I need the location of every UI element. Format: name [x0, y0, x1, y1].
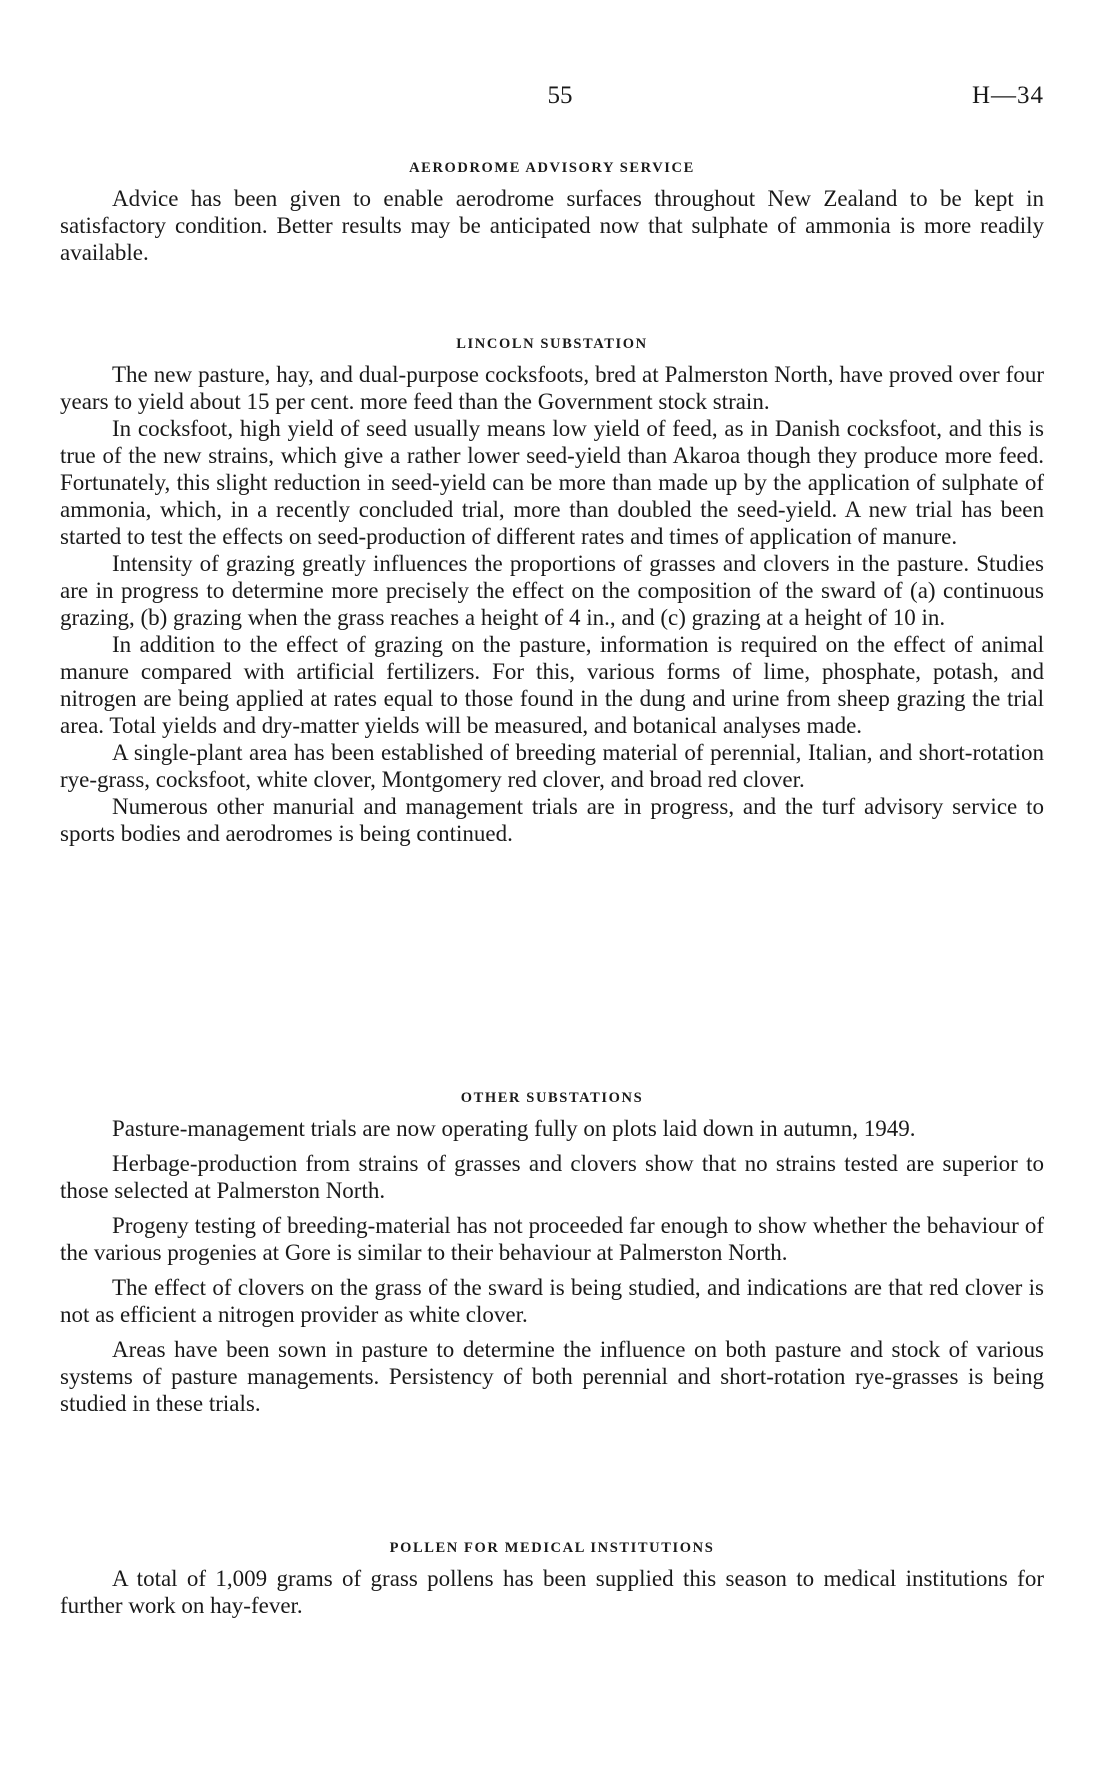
paragraph: In addition to the effect of grazing on the pasture, information is required on the effect of animal manure compared with artificial fertilizers. For this, various forms of lime, phosphate, potash, and nitrogen are being applied at rates equal to those found in the dung and urine from sheep grazing the trial area. Total yields and dry-matter yields will be measured, and botanical analyses made.	[60, 632, 1044, 738]
section-other-substations	[60, 1090, 1044, 1417]
paragraph: Progeny testing of breeding-material has not proceeded far enough to show whether the behaviour of the various progenies at Gore is similar to their behaviour at Palmerston North.	[60, 1213, 1044, 1265]
section-heading: POLLEN FOR MEDICAL INSTITUTIONS	[389, 1540, 715, 1556]
paragraph: The effect of clovers on the grass of the sward is being studied, and indications are that red clover is not as efficient a nitrogen provider as white clover.	[60, 1275, 1044, 1327]
section-heading: OTHER SUBSTATIONS	[460, 1090, 644, 1106]
section-lincoln-substation	[60, 336, 1044, 847]
paragraph: A total of 1,009 grams of grass pollens has been supplied this season to medical institutions for further work on hay-fever.	[60, 1566, 1044, 1618]
paragraph: Advice has been given to enable aerodrome surfaces throughout New Zealand to be kept in satisfactory condition. Better results may be anticipated now that sulphate of ammonia is more readily available.	[60, 186, 1044, 265]
paragraph: The new pasture, hay, and dual-purpose cocksfoots, bred at Palmerston North, have proved over four years to yield about 15 per cent. more feed than the Government stock strain.	[60, 362, 1044, 414]
paragraph: A single-plant area has been established of breeding material of perennial, Italian, and short-rotation rye-grass, cocksfoot, white clover, Montgomery red clover, and broad red clover.	[60, 740, 1044, 792]
paragraph: Areas have been sown in pasture to determine the influence on both pasture and stock of various systems of pasture managements. Persistency of both perennial and short-rotation rye-grasses is being studied in these trials.	[60, 1337, 1044, 1416]
document-reference: H—34	[971, 82, 1044, 109]
paragraph: In cocksfoot, high yield of seed usually means low yield of feed, as in Danish cocksfoot, and this is true of the new strains, which give a rather lower seed-yield than Akaroa though they produce more feed. Fortunately, this slight reduction in seed-yield can be more than made up by the application of sulphate of ammonia, which, in a recently concluded trial, more than doubled the seed-yield. A new trial has been started to test the effects on seed-production of different rates and times of application of manure.	[60, 416, 1044, 549]
section-aerodrome-advisory-service	[60, 160, 1044, 266]
section-heading: AERODROME ADVISORY SERVICE	[409, 160, 695, 176]
paragraph: Herbage-production from strains of grasses and clovers show that no strains tested are superior to those selected at Palmerston North.	[60, 1151, 1044, 1203]
page-number: 55	[547, 82, 573, 109]
paragraph: Numerous other manurial and management trials are in progress, and the turf advisory service to sports bodies and aerodromes is being continued.	[60, 794, 1044, 846]
paragraph: Intensity of grazing greatly influences the proportions of grasses and clovers in the pasture. Studies are in progress to determine more precisely the effect on the composition of the sward of (a) continuous grazing, (b) grazing when the grass reaches a height of 4 in., and (c) grazing at a height of 10 in.	[60, 551, 1044, 630]
section-heading: LINCOLN SUBSTATION	[456, 336, 648, 352]
paragraph: Pasture-management trials are now operating fully on plots laid down in autumn, 1949.	[112, 1116, 916, 1141]
section-pollen-for-medical-institutions	[60, 1540, 1044, 1619]
